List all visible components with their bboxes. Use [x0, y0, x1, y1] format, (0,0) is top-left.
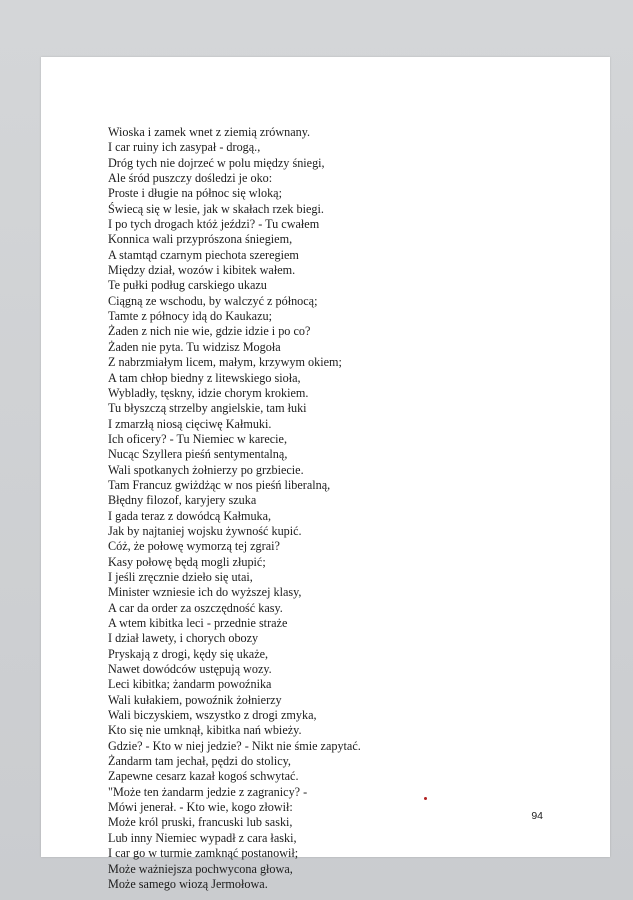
poem-line: Pryskają z drogi, kędy się ukaże, — [108, 646, 269, 661]
poem-line: Te pułki podług carskiego ukazu — [108, 278, 267, 293]
poem-line: Błędny filozof, karyjery szuka — [108, 493, 257, 508]
poem-line: Wybladły, tęskny, idzie chorym krokiem. — [108, 385, 309, 400]
poem-line: Żandarm tam jechał, pędzi do stolicy, — [108, 754, 291, 769]
poem-line: I car ruiny ich zasypał - drogą., — [108, 140, 261, 155]
poem-text — [108, 125, 361, 892]
poem-line: A tam chłop biedny z litewskiego sioła, — [108, 370, 301, 385]
poem-line: Leci kibitka; żandarm powoźnika — [108, 677, 272, 692]
page-number: 94 — [531, 810, 543, 822]
poem-line: "Może ten żandarm jedzie z zagranicy? - — [108, 784, 308, 799]
poem-line: I zmarzłą niosą cięciwę Kałmuki. — [108, 416, 272, 431]
poem-line: Dróg tych nie dojrzeć w polu między śniegi, — [108, 155, 325, 170]
poem-line: Żaden nie pyta. Tu widzisz Mogoła — [108, 339, 281, 354]
poem-line: Nucąc Szyllera pieśń sentymentalną, — [108, 447, 288, 462]
poem-line: Ale śród puszczy dośledzi je oko: — [108, 171, 273, 186]
poem-line: Może samego wiozą Jermołowa. — [108, 876, 268, 891]
poem-line: Nawet dowódców ustępują wozy. — [108, 662, 272, 677]
poem-line: Minister wzniesie ich do wyższej klasy, — [108, 585, 302, 600]
poem-line: Wali spotkanych żołnierzy po grzbiecie. — [108, 462, 304, 477]
poem-line: Lub inny Niemiec wypadł z cara łaski, — [108, 830, 297, 845]
poem-line: A stamtąd czarnym piechota szeregiem — [108, 247, 299, 262]
poem-line: Wali biczyskiem, wszystko z drogi zmyka, — [108, 708, 317, 723]
poem-line: Tu błyszczą strzelby angielskie, tam łuki — [108, 401, 307, 416]
ink-mark — [424, 797, 427, 800]
page-sheet — [41, 57, 610, 891]
poem-line: I car go w turmie zamknąć postanowił; — [108, 846, 299, 861]
poem-line: I gada teraz z dowódcą Kałmuka, — [108, 508, 272, 523]
poem-line: Żaden z nich nie wie, gdzie idzie i po co? — [108, 324, 311, 339]
poem-line: Może król pruski, francuski lub saski, — [108, 815, 293, 830]
poem-line: Cóż, że połowę wymorzą tej zgrai? — [108, 539, 280, 554]
poem-line: Z nabrzmiałym licem, małym, krzywym okiem; — [108, 355, 342, 370]
poem-line: Mówi jenerał. - Kto wie, kogo złowił: — [108, 800, 293, 815]
poem-line: I jeśli zręcznie dzieło się utai, — [108, 569, 253, 584]
poem-line: A wtem kibitka leci - przednie straże — [108, 616, 288, 630]
poem-line: Konnica wali przyprószona śniegiem, — [108, 232, 293, 247]
poem-line: Kasy połowę będą mogli złupić; — [108, 554, 266, 569]
poem-line: Tam Francuz gwiżdżąc w nos pieśń liberalną, — [108, 477, 331, 492]
poem-line: Świecą się w lesie, jak w skałach rzek biegi. — [108, 201, 324, 216]
poem-line: I dział lawety, i chorych obozy — [108, 631, 259, 646]
poem-line: Ciągną ze wschodu, by walczyć z północą; — [108, 293, 318, 308]
poem-line: Jak by najtaniej wojsku żywność kupić. — [108, 523, 302, 538]
poem-line: Proste i długie na północ się wloką; — [108, 186, 282, 201]
poem-line: Wali kułakiem, powoźnik żołnierzy — [108, 692, 282, 707]
poem-line: Tamte z północy idą do Kaukazu; — [108, 309, 272, 324]
poem-line: Między dział, wozów i kibitek wałem. — [108, 263, 296, 278]
poem-line: Ich oficery? - Tu Niemiec w karecie, — [108, 431, 288, 446]
poem-line: Może ważniejsza pochwycona głowa, — [108, 861, 293, 876]
poem-line: A car da order za oszczędność kasy. — [108, 600, 283, 615]
poem-line: Gdzie? - Kto w niej jedzie? - Nikt nie śmie zapytać. — [108, 738, 361, 753]
poem-line: Wioska i zamek wnet z ziemią zrównany. — [108, 125, 311, 139]
poem-line: I po tych drogach któż jeździ? - Tu cwałem — [108, 217, 320, 232]
poem-line: Kto się nie umknął, kibitka nań wbieży. — [108, 723, 302, 738]
poem-line: Zapewne cesarz kazał kogoś schwytać. — [108, 769, 299, 784]
